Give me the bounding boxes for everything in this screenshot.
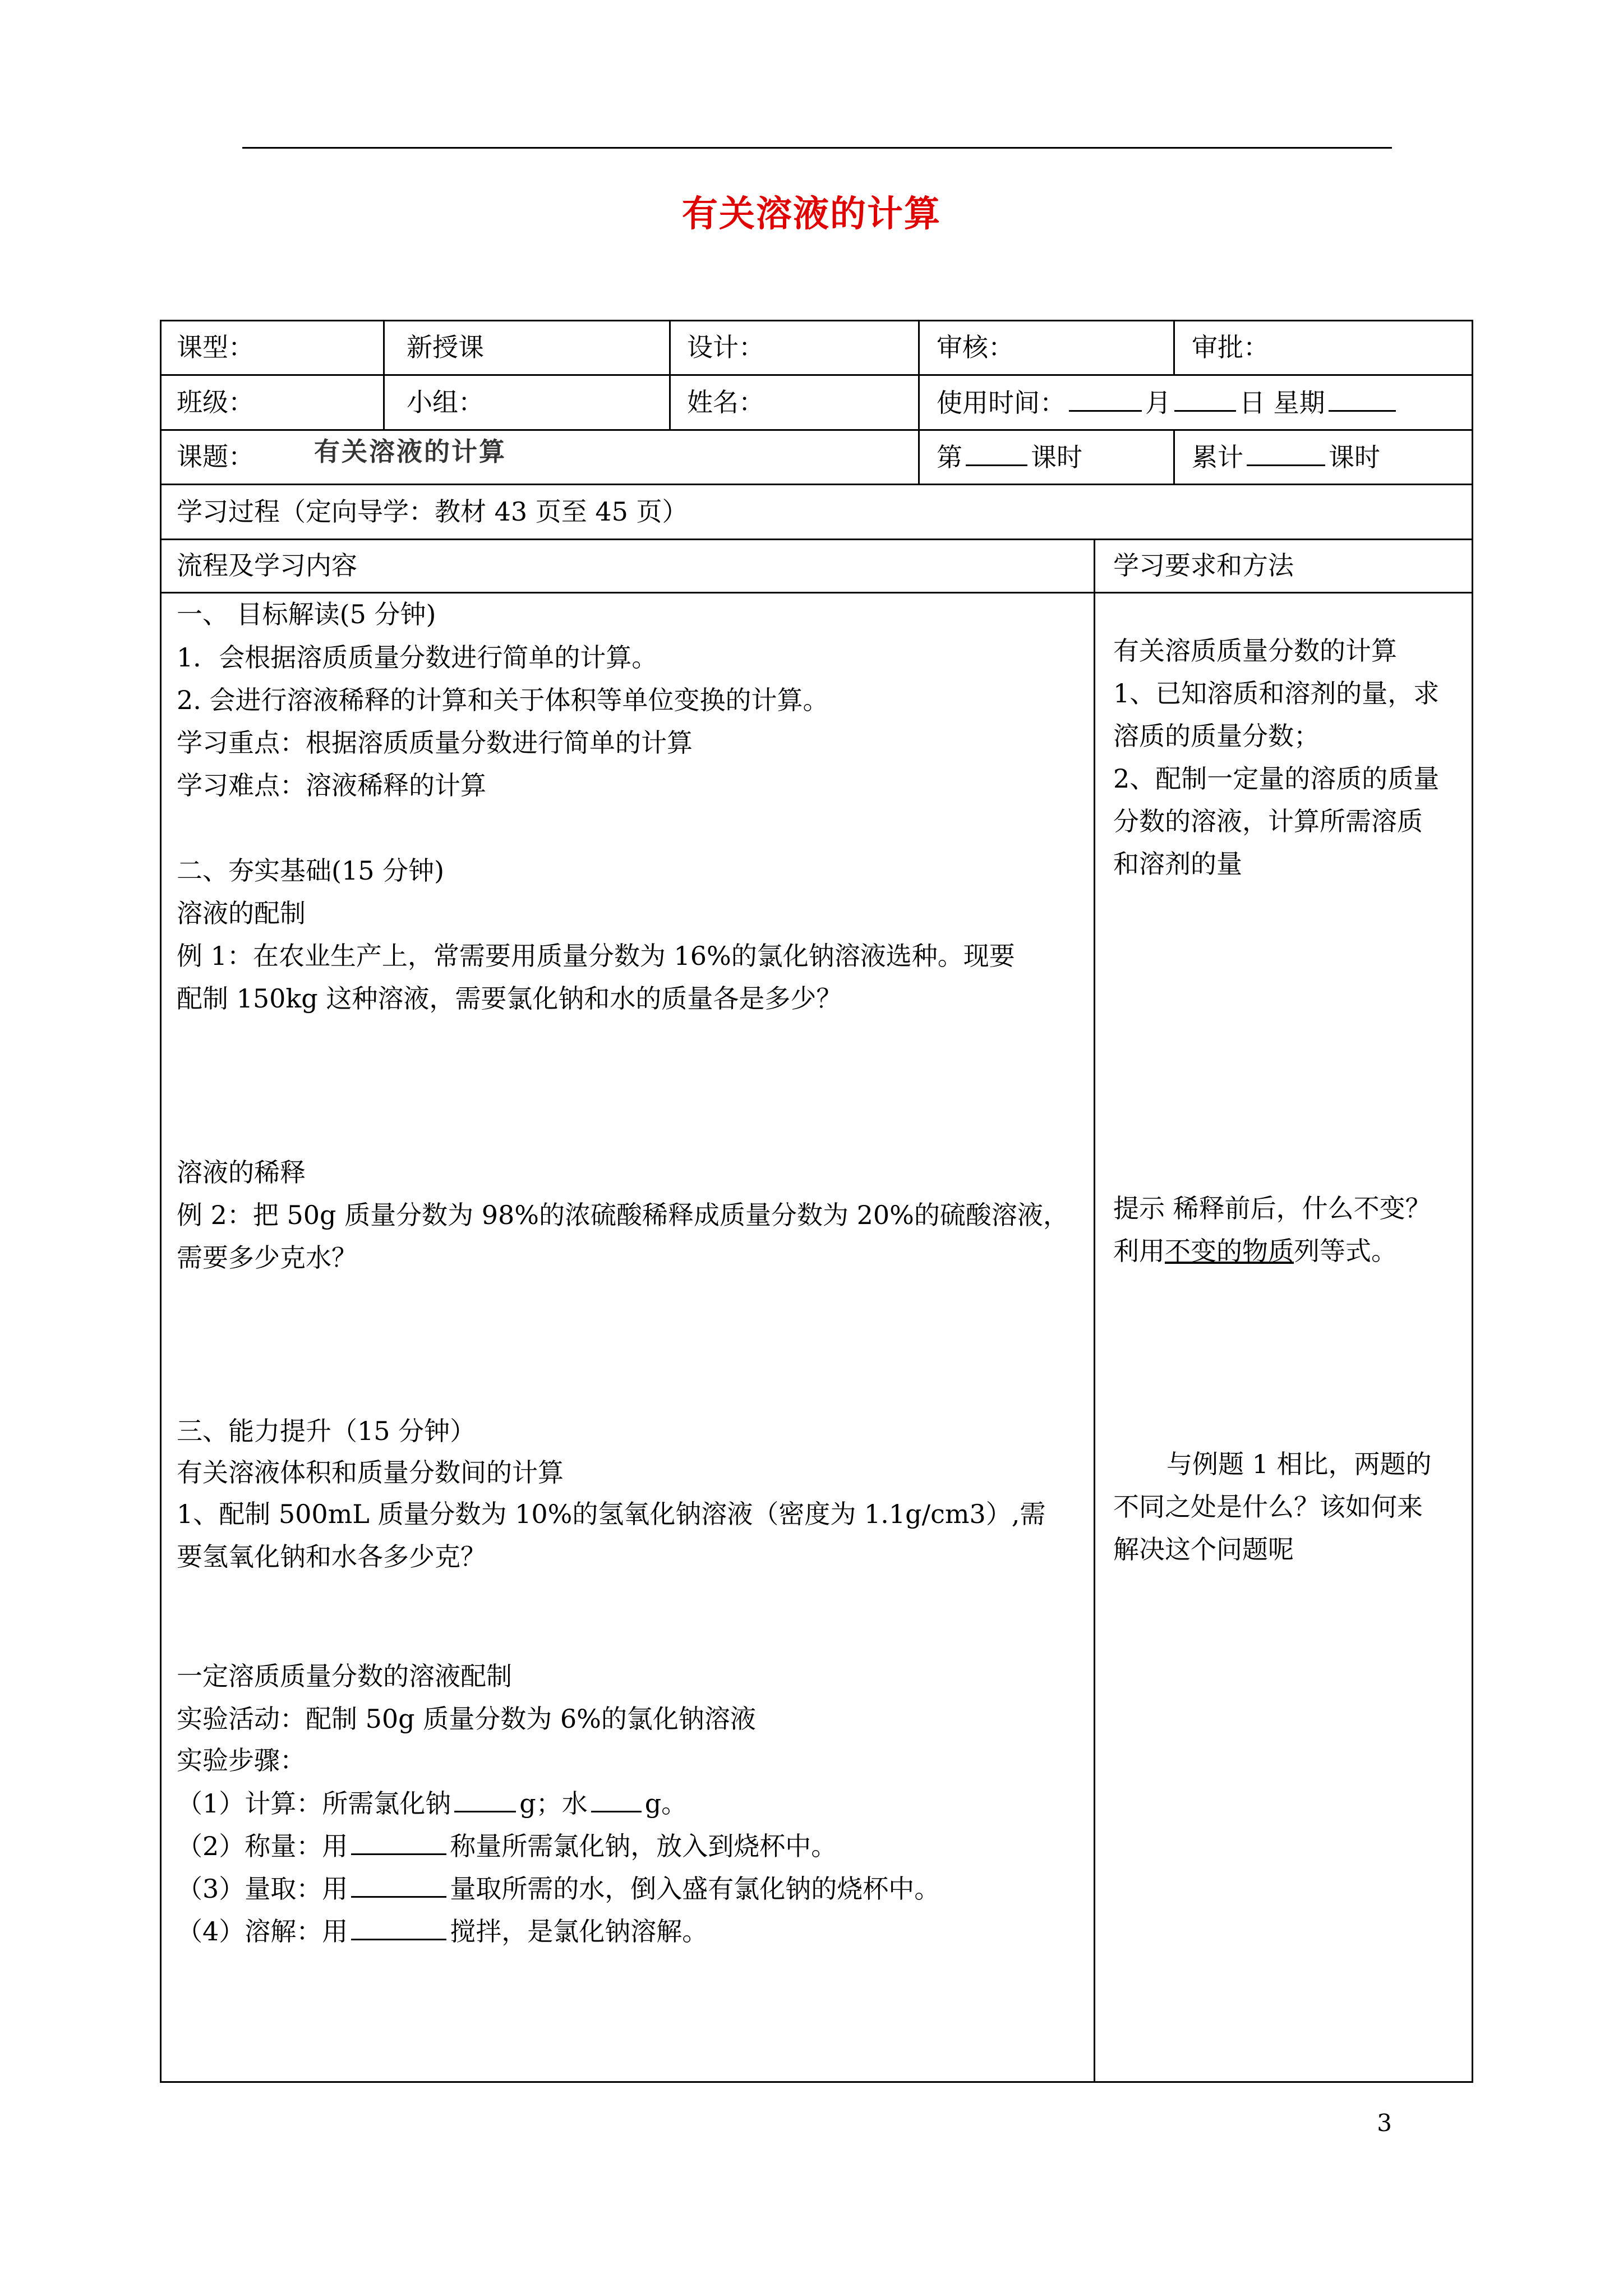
key-point: 学习重点：根据溶质质量分数进行简单的计算 [177,728,693,758]
goal-1: 1．会根据溶质质量分数进行简单的计算。 [177,642,658,673]
step-2 [177,1829,837,1863]
step-3 [177,1871,940,1906]
cumulative-prefix: 累计 [1192,442,1243,472]
step-1 [177,1786,687,1820]
method-column-header: 学习要求和方法 [1113,550,1294,581]
note-1-line-5: 分数的溶液，计算所需溶质 [1113,806,1423,836]
section-2-title: 二、夯实基础(15 分钟) [177,855,445,886]
designer-label: 设计： [687,332,764,362]
cumulative-field [1192,440,1380,474]
use-time-field [937,385,1399,420]
table-border-top [160,320,1473,321]
name-label: 姓名： [687,387,764,417]
step-1-text-b: g；水 [519,1788,588,1819]
question-1-line-1: 1、配制 500mL 质量分数为 10%的氢氧化钠溶液（密度为 1.1g/cm3）,需 [177,1499,1046,1529]
col-line-e [1173,429,1175,485]
salt-mass-blank [454,1786,516,1812]
subheading-preparation: 溶液的配制 [177,898,306,928]
table-border-left [160,320,162,2083]
table-border-bottom [160,2081,1473,2083]
approver-label: 审批： [1192,332,1269,362]
example-1-line-1: 例 1：在农业生产上，常需要用质量分数为 16%的氯化钠溶液选种。现要 [177,941,1015,971]
note-3-line-2: 不同之处是什么？该如何来 [1113,1492,1423,1522]
col-line-a [383,320,385,430]
step-1-text-a: （1）计算：所需氯化钠 [177,1788,451,1819]
day-weekday-label: 日 星期 [1239,388,1325,418]
subheading-solution-prep: 一定溶质质量分数的溶液配制 [177,1661,512,1691]
example-1-line-2: 配制 150kg 这种溶液，需要氯化钠和水的质量各是多少？ [177,983,842,1014]
note-2-text-a: 利用 [1113,1236,1165,1266]
difficult-point: 学习难点：溶液稀释的计算 [177,770,486,800]
col-line-c [918,320,920,485]
note-2-underlined: 不变的物质 [1165,1236,1294,1266]
note-1-line-3: 溶质的质量分数； [1113,721,1320,751]
use-time-label: 使用时间： [937,388,1066,418]
table-border-right [1472,320,1473,2083]
page-title: 有关溶液的计算 [682,194,941,235]
step-3-text-b: 量取所需的水，倒入盛有氯化钠的烧杯中。 [450,1874,940,1904]
day-blank [1174,385,1236,412]
step-1-text-c: g。 [644,1788,688,1819]
note-1-line-1: 有关溶质质量分数的计算 [1113,636,1397,666]
lesson-suffix: 课时 [1031,442,1082,472]
col-line-b [669,320,671,430]
row-line-1 [160,374,1473,376]
section-1-title: 一、 目标解读(5 分钟) [177,599,436,629]
subheading-dilution: 溶液的稀释 [177,1157,306,1188]
topic-value: 有关溶液的计算 [314,436,506,467]
col-line-d [1173,320,1175,374]
section-3-title: 三、能力提升（15 分钟） [177,1416,476,1446]
content-column-header: 流程及学习内容 [177,550,357,581]
water-mass-blank [591,1786,642,1812]
weekday-blank [1329,385,1396,412]
step-4 [177,1914,708,1948]
step-4-text-b: 搅拌，是氯化钠溶解。 [450,1916,708,1947]
lesson-number-field [937,440,1082,474]
step-4-text-a: （4）溶解：用 [177,1916,348,1947]
row-line-2 [160,429,1473,431]
experiment-activity: 实验活动：配制 50g 质量分数为 6%的氯化钠溶液 [177,1704,756,1734]
topic-label: 课题： [177,441,254,472]
lesson-prefix: 第 [937,442,962,472]
measuring-tool-blank [351,1871,446,1898]
header-rule [242,147,1392,149]
month-blank [1069,385,1142,412]
page-number: 3 [1377,2109,1392,2137]
row-line-3 [160,484,1473,485]
note-1-line-2: 1、已知溶质和溶剂的量，求 [1113,678,1440,708]
cumulative-blank [1247,440,1325,466]
row-line-4 [160,539,1473,540]
weighing-tool-blank [351,1829,446,1855]
lesson-blank [966,440,1027,466]
learning-process-heading: 学习过程（定向导学：教材 43 页至 45 页） [177,496,688,527]
month-label: 月 [1145,388,1171,418]
reviewer-label: 审核： [937,332,1014,362]
example-2-line-1: 例 2：把 50g 质量分数为 98%的浓硫酸稀释成质量分数为 20%的硫酸溶液， [177,1200,1069,1230]
note-2-line-2 [1113,1234,1397,1268]
stirring-tool-blank [351,1914,446,1940]
row-line-5 [160,592,1473,593]
step-3-text-a: （3）量取：用 [177,1874,348,1904]
course-type-value: 新授课 [407,332,484,362]
course-type-label: 课型： [177,332,254,362]
step-2-text-b: 称量所需氯化钠，放入到烧杯中。 [450,1831,837,1861]
group-label: 小组： [407,387,484,417]
subheading-volume: 有关溶液体积和质量分数间的计算 [177,1457,564,1488]
note-1-line-4: 2、配制一定量的溶质的质量 [1113,763,1440,794]
note-1-line-6: 和溶剂的量 [1113,849,1242,879]
experiment-steps-heading: 实验步骤： [177,1745,306,1775]
note-3-line-1: 与例题 1 相比，两题的 [1166,1449,1432,1479]
col-line-main [1094,539,1095,2083]
note-2-text-c: 列等式。 [1294,1236,1397,1266]
note-2-line-1: 提示 稀释前后，什么不变？ [1113,1193,1431,1223]
goal-2: 2. 会进行溶液稀释的计算和关于体积等单位变换的计算。 [177,685,829,715]
class-label: 班级： [177,387,254,417]
step-2-text-a: （2）称量：用 [177,1831,348,1861]
example-2-line-2: 需要多少克水？ [177,1243,357,1273]
question-1-line-2: 要氢氧化钠和水各多少克？ [177,1542,486,1572]
cumulative-suffix: 课时 [1329,442,1380,472]
note-3-line-3: 解决这个问题呢 [1113,1534,1294,1565]
